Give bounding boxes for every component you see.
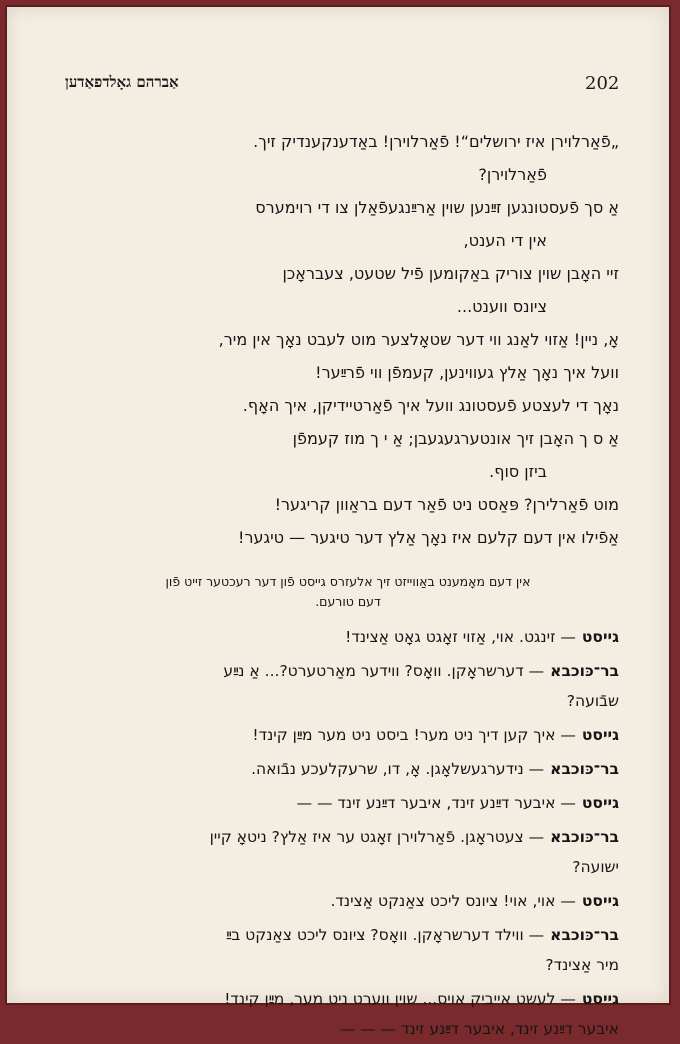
- dialogue-turn: [77, 920, 619, 950]
- poem-line: אַ ס ך האָבן זיך אונטערגעגעבן; אַ י ך מוז קעמפֿן: [292, 429, 619, 448]
- speaker-name: גייסט: [581, 990, 619, 1008]
- dialogue-text: — דערשראָקן. וואָס? ווידער מאַרטערט?... אַ נײַע: [223, 662, 545, 680]
- dialogue-block: [77, 622, 619, 1044]
- poem-line: זיי האָבן שוין צוריק באַקומען פֿיל שטעט, צעבראָכן: [282, 264, 619, 283]
- dialogue-turn: [77, 622, 619, 652]
- speaker-name: בר־כּוכבא: [550, 926, 619, 944]
- dialogue-turn: [77, 886, 619, 916]
- book-page: [5, 5, 671, 1038]
- poem-line: נאָך די לעצטע פֿעסטונג וועל איך פֿאַרטיידיקן, איך האָף.: [242, 396, 619, 415]
- dialogue-turn: [77, 822, 619, 852]
- speaker-name: בר־כּוכבא: [550, 828, 619, 846]
- poem-line: מוט פֿאַרלירן? פּאַסט ניט פֿאַר דעם בראַוון קריגער!: [274, 495, 619, 514]
- poem-line: פֿאַרלוירן?: [478, 165, 547, 184]
- speaker-name: בר־כּוכבא: [550, 760, 619, 778]
- dialogue-text: — זינגט. אוי, אַזוי זאָגט גאָט אַצינד!: [345, 628, 576, 646]
- page-header: [65, 73, 620, 97]
- poem-line: אין די הענט,: [463, 231, 547, 250]
- dialogue-text: — נידערגעשלאָגן. אָ, דו, שרעקלעכע נבֿואה.: [251, 760, 545, 778]
- speaker-name: גייסט: [581, 892, 619, 910]
- dialogue-turn: [77, 720, 619, 750]
- dialogue-turn: [77, 656, 619, 686]
- dialogue-text: — ווילד דערשראָקן. וואָס? ציונס ליכט צאַנקט בײַ: [226, 926, 545, 944]
- speaker-name: בר־כּוכבא: [550, 662, 619, 680]
- speaker-name: גייסט: [581, 628, 619, 646]
- dialogue-continuation: שבֿועה?: [566, 692, 619, 710]
- running-title: אַברהם גאָלדפאַדען: [65, 73, 179, 91]
- dialogue-text: — איך קען דיך ניט מער! ביסט ניט מער מײַן קינד!: [252, 726, 576, 744]
- speaker-name: גייסט: [581, 794, 619, 812]
- dialogue-turn: [77, 754, 619, 784]
- poem-line: אָ, ניין! אַזוי לאַנג ווי דער שטאָלצער מוט לעבט נאָך אין מיר,: [218, 330, 619, 349]
- poem-line: ביזן סוף.: [489, 462, 547, 481]
- dialogue-turn: [77, 788, 619, 818]
- speaker-name: גייסט: [581, 726, 619, 744]
- stage-direction: [77, 572, 619, 612]
- dialogue-turn: [77, 984, 619, 1014]
- poem-line: ציונס ווענט...: [456, 297, 547, 316]
- dialogue-continuation: איבער דײַנע זינד, איבער דײַנע זינד — — —: [339, 1020, 619, 1038]
- dialogue-text: — לעשט אייביק אויס... שוין ווערט ניט מער, מײַן קינד!: [224, 990, 576, 1008]
- poem-line: „פֿאַרלוירן איז ירושלים“! פֿאַרלוירן! באַדענקענדיק זיך.: [253, 132, 619, 151]
- dialogue-text: — איבער דײַנע זינד, איבער דײַנע זינד — —: [296, 794, 576, 812]
- poem-block: [77, 125, 619, 554]
- stage-direction-line: דעם טורעם.: [315, 594, 381, 609]
- page-number: 202: [585, 73, 620, 94]
- dialogue-continuation: מיר אַצינד?: [545, 956, 619, 974]
- dialogue-continuation: ישועה?: [572, 858, 619, 876]
- poem-line: וועל איך נאָך אַלץ געווינען, קעמפֿן ווי פֿרײַער!: [315, 363, 619, 382]
- dialogue-text: — אוי, אוי! ציונס ליכט צאַנקט אַצינד.: [330, 892, 576, 910]
- poem-line: אַ סך פֿעסטונגען זײַנען שוין אַרײַנגעפֿאַלן צו די רוימערס: [255, 198, 619, 217]
- poem-line: אַפֿילו אין דעם קלעם איז נאָך אַלץ דער טיגער — טיגער!: [238, 528, 619, 547]
- dialogue-text: — צעטראָגן. פֿאַרלוירן זאָגט ער איז אַלץ? ניטאָ קיין: [209, 828, 545, 846]
- page-body: [77, 125, 619, 1044]
- stage-direction-line: אין דעם מאָמענט באַווייזט זיך אלעזרס גייסט פֿון דער רעכטער זייט פֿון: [165, 574, 531, 589]
